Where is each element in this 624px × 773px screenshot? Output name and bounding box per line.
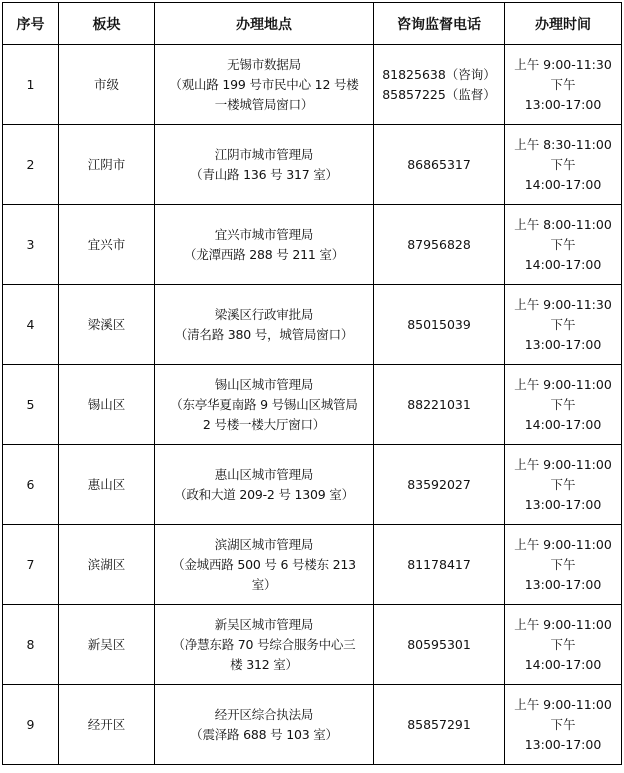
hours-line: 下午 — [550, 716, 576, 732]
hours-line: 13:00-17:00 — [524, 496, 602, 512]
table-row — [3, 205, 622, 285]
place-line: 一楼城管局窗口） — [214, 96, 314, 112]
cell-phone — [374, 685, 505, 765]
header-no: 序号 — [3, 3, 59, 45]
phone-line: 85015039 — [407, 316, 471, 332]
cell-hours — [505, 685, 622, 765]
cell-place — [155, 445, 374, 525]
place-line: 楼 312 室） — [230, 656, 298, 672]
hours-line: 下午 — [550, 556, 576, 572]
table-row — [3, 365, 622, 445]
place-line: （观山路 199 号市民中心 12 号楼 — [169, 76, 359, 92]
cell-place — [155, 285, 374, 365]
place-line: （东亭华夏南路 9 号锡山区城管局 — [170, 396, 358, 412]
phone-line: 85857225（监督） — [382, 86, 496, 102]
place-line: 经开区综合执法局 — [214, 706, 314, 722]
cell-place — [155, 205, 374, 285]
hours-line: 14:00-17:00 — [524, 656, 602, 672]
cell-hours — [505, 525, 622, 605]
place-line: （震泽路 688 号 103 室） — [190, 726, 338, 742]
cell-no: 4 — [3, 285, 59, 365]
place-line: 2 号楼一楼大厅窗口） — [202, 416, 326, 432]
hours-line: 上午 9:00-11:00 — [514, 376, 612, 392]
place-line: （青山路 136 号 317 室） — [190, 166, 338, 182]
header-phone: 咨询监督电话 — [374, 3, 505, 45]
hours-line: 上午 9:00-11:00 — [514, 616, 612, 632]
cell-no: 6 — [3, 445, 59, 525]
cell-place — [155, 685, 374, 765]
hours-line: 13:00-17:00 — [524, 736, 602, 752]
hours-line: 下午 — [550, 236, 576, 252]
cell-no: 5 — [3, 365, 59, 445]
table-row — [3, 445, 622, 525]
hours-line: 上午 8:30-11:00 — [514, 136, 612, 152]
cell-place — [155, 125, 374, 205]
cell-hours — [505, 365, 622, 445]
cell-phone — [374, 525, 505, 605]
cell-place — [155, 525, 374, 605]
hours-line: 下午 — [550, 476, 576, 492]
place-line: 无锡市数据局 — [227, 56, 301, 72]
phone-line: 85857291 — [407, 716, 471, 732]
hours-line: 上午 9:00-11:30 — [514, 56, 612, 72]
hours-line: 上午 9:00-11:00 — [514, 696, 612, 712]
hours-line: 14:00-17:00 — [524, 416, 602, 432]
cell-district: 滨湖区 — [59, 525, 155, 605]
cell-district: 新吴区 — [59, 605, 155, 685]
cell-district: 梁溪区 — [59, 285, 155, 365]
phone-line: 80595301 — [407, 636, 471, 652]
cell-no: 8 — [3, 605, 59, 685]
hours-line: 下午 — [550, 396, 576, 412]
header-place: 办理地点 — [155, 3, 374, 45]
place-line: 梁溪区行政审批局 — [214, 306, 314, 322]
phone-line: 81178417 — [407, 556, 471, 572]
cell-phone — [374, 125, 505, 205]
phone-line: 86865317 — [407, 156, 471, 172]
cell-place — [155, 45, 374, 125]
hours-line: 下午 — [550, 156, 576, 172]
hours-line: 上午 9:00-11:30 — [514, 296, 612, 312]
table-body — [3, 45, 622, 765]
place-line: （龙潭西路 288 号 211 室） — [183, 246, 344, 262]
table-row — [3, 45, 622, 125]
cell-phone — [374, 205, 505, 285]
phone-line: 81825638（咨询） — [382, 66, 496, 82]
table-row — [3, 285, 622, 365]
hours-line: 上午 9:00-11:00 — [514, 456, 612, 472]
office-table — [2, 2, 622, 765]
place-line: （清名路 380 号，城管局窗口） — [174, 326, 354, 342]
cell-phone — [374, 285, 505, 365]
hours-line: 14:00-17:00 — [524, 256, 602, 272]
cell-hours — [505, 205, 622, 285]
cell-district: 市级 — [59, 45, 155, 125]
cell-place — [155, 365, 374, 445]
header-row — [3, 3, 622, 45]
hours-line: 下午 — [550, 76, 576, 92]
phone-line: 87956828 — [407, 236, 471, 252]
cell-district: 惠山区 — [59, 445, 155, 525]
hours-line: 上午 9:00-11:00 — [514, 536, 612, 552]
place-line: （政和大道 209-2 号 1309 室） — [174, 486, 354, 502]
cell-district: 江阴市 — [59, 125, 155, 205]
place-line: 新吴区城市管理局 — [214, 616, 314, 632]
hours-line: 下午 — [550, 316, 576, 332]
cell-hours — [505, 605, 622, 685]
cell-hours — [505, 125, 622, 205]
cell-hours — [505, 285, 622, 365]
table-row — [3, 685, 622, 765]
phone-line: 83592027 — [407, 476, 471, 492]
hours-line: 13:00-17:00 — [524, 96, 602, 112]
cell-phone — [374, 365, 505, 445]
cell-phone — [374, 45, 505, 125]
cell-district: 锡山区 — [59, 365, 155, 445]
place-line: （净慧东路 70 号综合服务中心三 — [172, 636, 356, 652]
place-line: 室） — [251, 576, 277, 592]
cell-phone — [374, 605, 505, 685]
header-district: 板块 — [59, 3, 155, 45]
cell-hours — [505, 45, 622, 125]
cell-place — [155, 605, 374, 685]
cell-district: 宜兴市 — [59, 205, 155, 285]
phone-line: 88221031 — [407, 396, 471, 412]
cell-no: 7 — [3, 525, 59, 605]
hours-line: 14:00-17:00 — [524, 176, 602, 192]
place-line: 锡山区城市管理局 — [214, 376, 314, 392]
table-row — [3, 605, 622, 685]
place-line: 江阴市城市管理局 — [214, 146, 314, 162]
cell-hours — [505, 445, 622, 525]
place-line: 滨湖区城市管理局 — [214, 536, 314, 552]
cell-no: 3 — [3, 205, 59, 285]
cell-no: 1 — [3, 45, 59, 125]
cell-no: 9 — [3, 685, 59, 765]
cell-district: 经开区 — [59, 685, 155, 765]
hours-line: 13:00-17:00 — [524, 336, 602, 352]
hours-line: 下午 — [550, 636, 576, 652]
table-row — [3, 125, 622, 205]
place-line: 宜兴市城市管理局 — [214, 226, 314, 242]
header-hours: 办理时间 — [505, 3, 622, 45]
cell-no: 2 — [3, 125, 59, 205]
place-line: （金城西路 500 号 6 号楼东 213 — [172, 556, 356, 572]
hours-line: 上午 8:00-11:00 — [514, 216, 612, 232]
hours-line: 13:00-17:00 — [524, 576, 602, 592]
place-line: 惠山区城市管理局 — [214, 466, 314, 482]
table-row — [3, 525, 622, 605]
cell-phone — [374, 445, 505, 525]
